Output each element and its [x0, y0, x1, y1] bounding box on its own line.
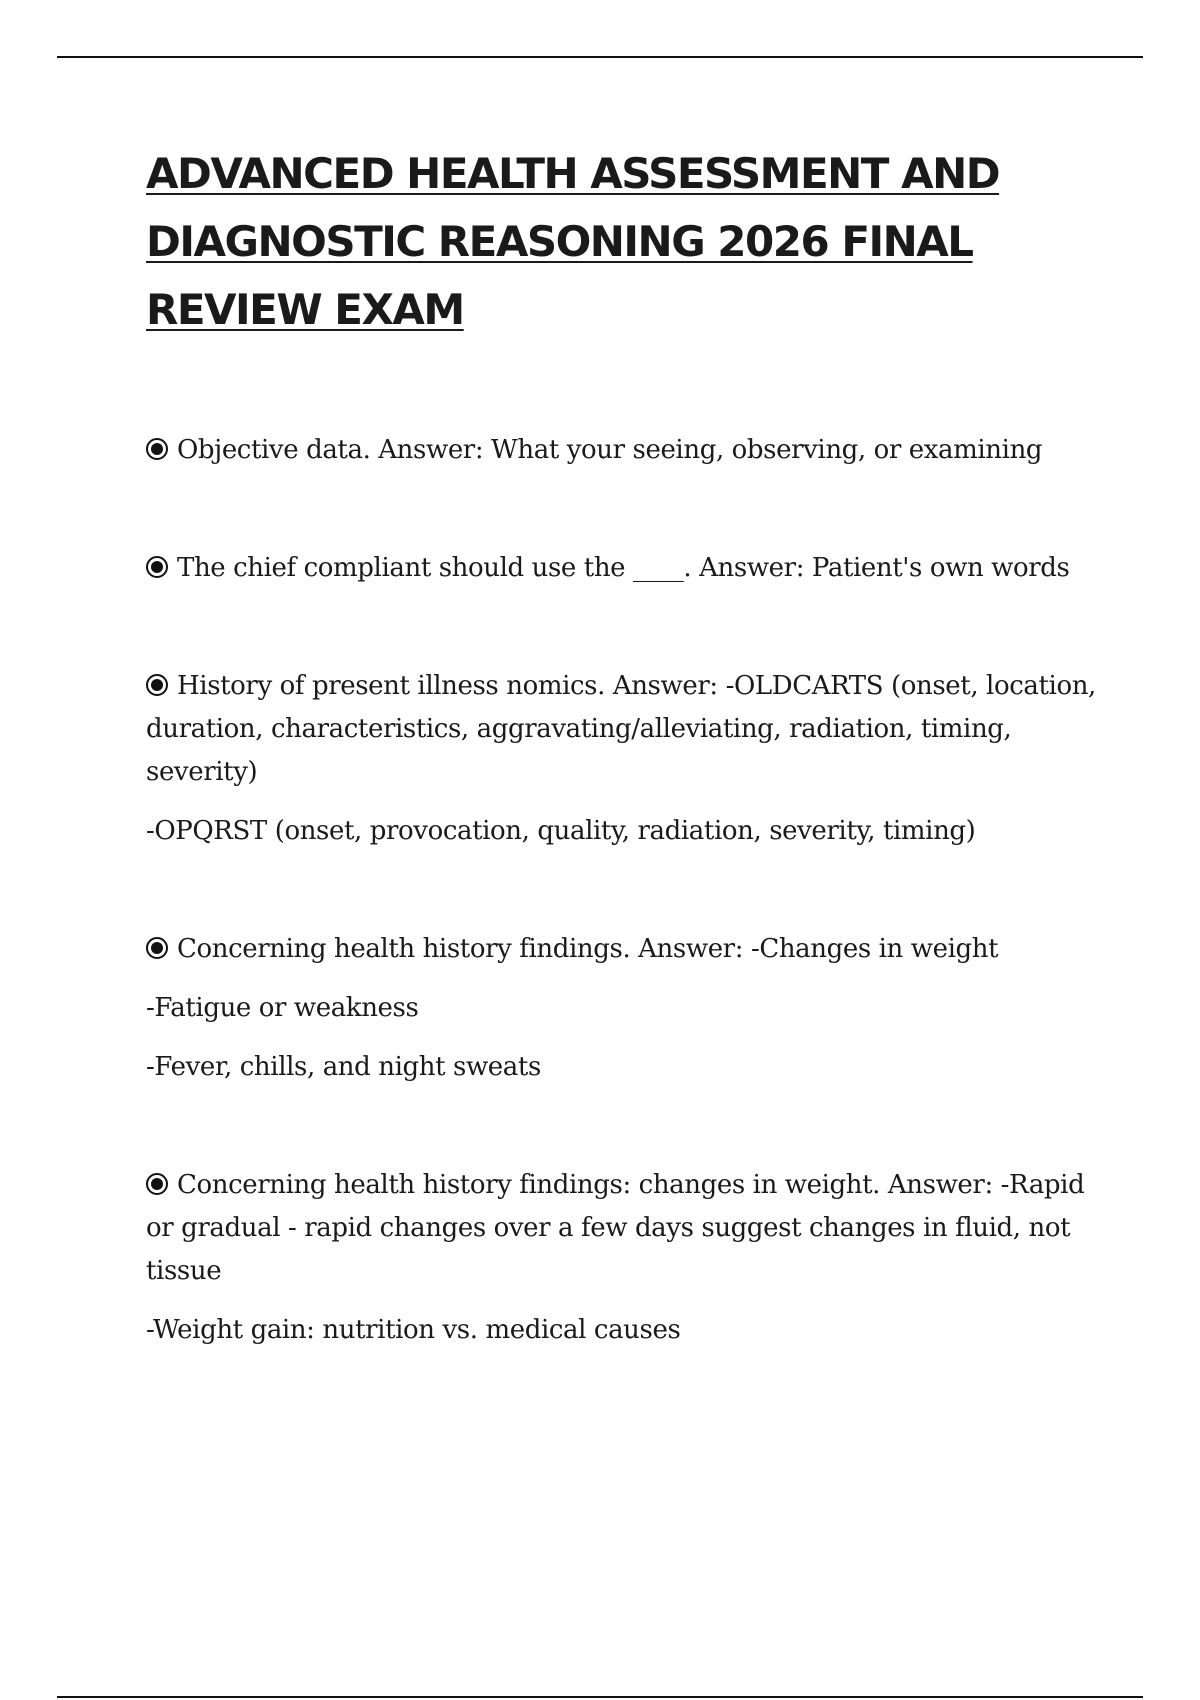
question-text: Concerning health history findings. Answer: -Changes in weight	[177, 934, 999, 964]
fisheye-bullet-icon	[146, 674, 168, 696]
footer-rule	[57, 1696, 1143, 1698]
answer-line: -Fever, chills, and night sweats	[146, 1052, 541, 1082]
question-text: Objective data. Answer: What your seeing, observing, or examining	[177, 435, 1043, 465]
qa-item	[146, 928, 1096, 1089]
question-paragraph	[146, 1164, 1096, 1293]
question-paragraph	[146, 665, 1096, 794]
question-text: The chief compliant should use the ____. Answer: Patient's own words	[177, 553, 1070, 583]
page-title: ADVANCED HEALTH ASSESSMENT AND DIAGNOSTIC REASONING 2026 FINAL REVIEW EXAM	[146, 149, 1000, 334]
fisheye-bullet-icon	[146, 1173, 168, 1195]
fisheye-bullet-icon	[146, 556, 168, 578]
qa-item	[146, 665, 1096, 853]
fisheye-bullet-icon	[146, 937, 168, 959]
answer-line: -Fatigue or weakness	[146, 993, 419, 1023]
page-content	[146, 140, 1096, 1352]
qa-item	[146, 547, 1096, 590]
question-paragraph	[146, 547, 1096, 590]
question-paragraph	[146, 429, 1096, 472]
answer-line: -OPQRST (onset, provocation, quality, radiation, severity, timing)	[146, 816, 976, 846]
header-rule	[57, 56, 1143, 58]
answer-line: -Weight gain: nutrition vs. medical causes	[146, 1315, 681, 1345]
fisheye-bullet-icon	[146, 438, 168, 460]
qa-item	[146, 1164, 1096, 1352]
question-text: Concerning health history findings: changes in weight. Answer: -Rapid or gradual - rapid changes over a few days suggest changes in fluid, not tissue	[146, 1170, 1085, 1286]
qa-item	[146, 429, 1096, 472]
question-text: History of present illness nomics. Answer: -OLDCARTS (onset, location, duration, characteristics, aggravating/alleviating, radiation, timing, severity)	[146, 671, 1096, 787]
question-paragraph	[146, 928, 1096, 971]
